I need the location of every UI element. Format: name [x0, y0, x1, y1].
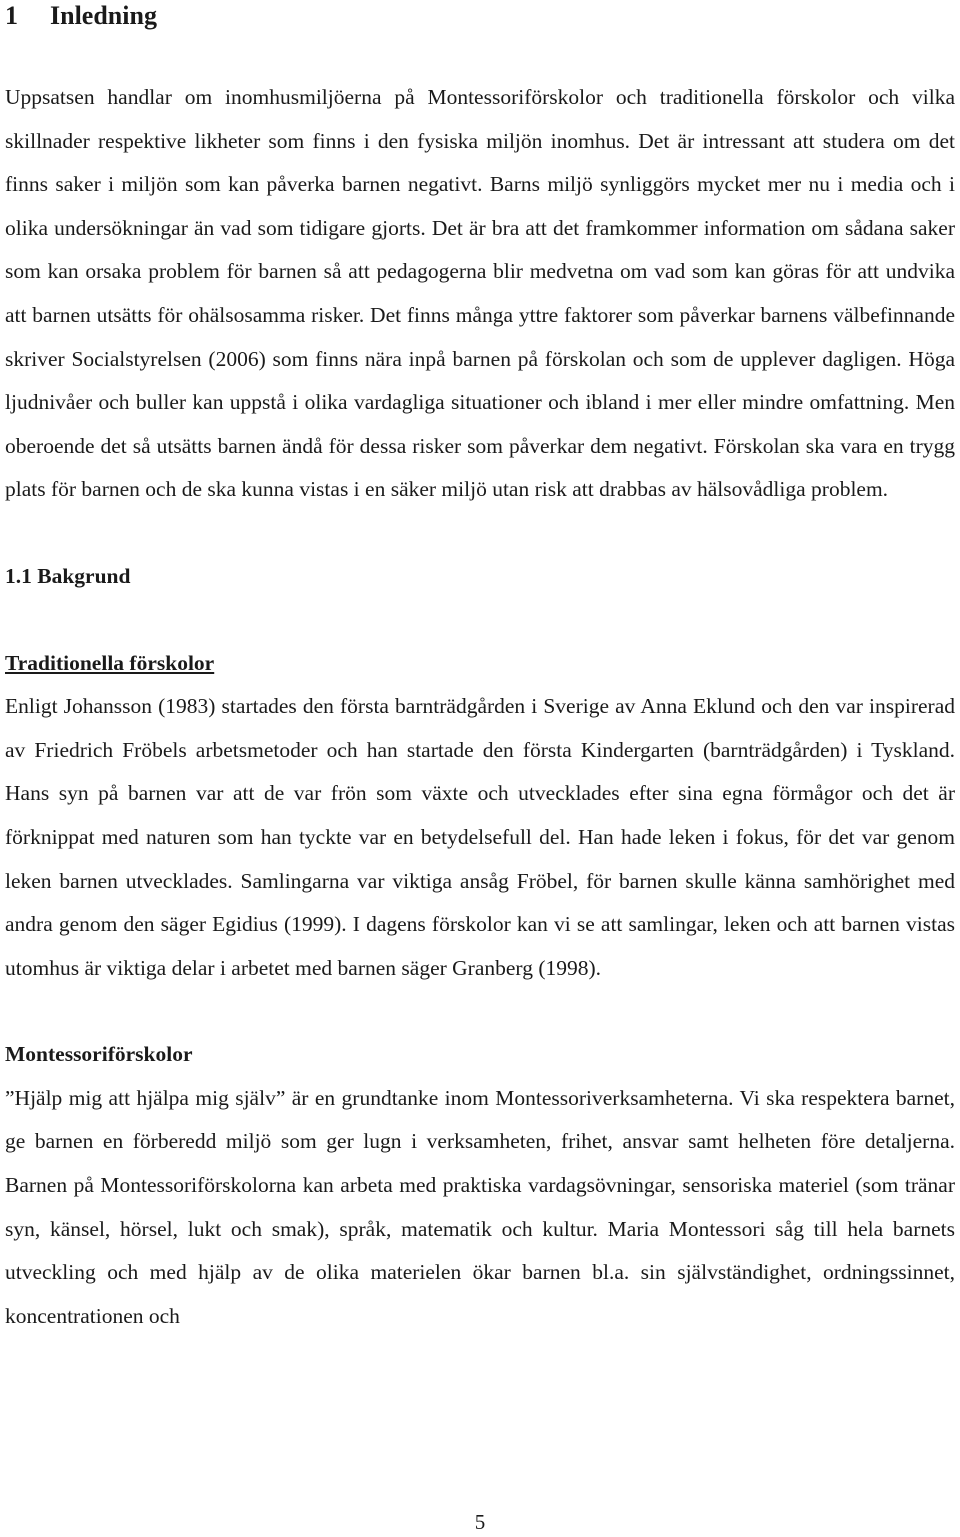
chapter-heading: [5, 0, 955, 41]
montessori-paragraph: ”Hjälp mig att hjälpa mig själv” är en grundtanke inom Montessoriverksamheterna. Vi ska respektera barnet, ge barnen en förberedd miljö som ger lugn i verksamheten, frihet, ansvar samt helheten före detaljerna. Barnen på Montessoriförskolorna kan arbeta med praktiska vardagsövningar, sensoriska materiel (som tränar syn, känsel, hörsel, lukt och smak), språk, matematik och kultur. Maria Montessori såg till hela barnets utveckling och med hjälp av de olika materielen ökar barnen bl.a. sin självständighet, ordningssinnet, koncentrationen och: [5, 1085, 955, 1328]
section-heading-bakgrund: 1.1 Bakgrund: [5, 563, 131, 588]
subsection-heading-montessori: Montessoriförskolor: [5, 1042, 193, 1067]
subsection-heading-traditionella: Traditionella förskolor: [5, 650, 215, 675]
document-page: [5, 0, 955, 1338]
chapter-number: 1: [5, 1, 18, 30]
traditional-paragraph: Enligt Johansson (1983) startades den första barnträdgården i Sverige av Anna Eklund och den var inspirerad av Friedrich Fröbels arbetsmetoder och han startade den första Kindergarten (barnträdgården) i Tyskland. Hans syn på barnen var att de var frön som växte och utvecklades efter sina egna förmågor och det är förknippat med naturen som han tyckte var en betydelsefull del. Han hade leken i fokus, för det var genom leken barnen utvecklades. Samlingarna var viktiga ansåg Fröbel, för barnen skulle känna samhörighet med andra genom den säger Egidius (1999). I dagens förskolor kan vi se att samlingar, leken och att barnen vistas utomhus är viktiga delar i arbetet med barnen säger Granberg (1998).: [5, 694, 955, 980]
page-number: 5: [474, 1510, 486, 1534]
intro-paragraph: Uppsatsen handlar om inomhusmiljöerna på Montessoriförskolor och traditionella förskolor och vilka skillnader respektive likheter som finns i den fysiska miljön inomhus. Det är intressant att studera om det finns saker i miljön som kan påverka barnen negativt. Barns miljö synliggörs mycket mer nu i media och i olika undersökningar än vad som tidigare gjorts. Det är bra att det framkommer information om sådana saker som kan orsaka problem för barnen så att pedagogerna blir medvetna om vad som kan göras för att undvika att barnen utsätts för ohälsosamma risker. Det finns många yttre faktorer som påverkar barnens välbefinnande skriver Socialstyrelsen (2006) som finns nära inpå barnen på förskolan och som de upplever dagligen. Höga ljudnivåer och buller kan uppstå i olika vardagliga situationer och ibland i mer eller mindre omfattning. Men oberoende det så utsätts barnen ändå för dessa risker som påverkar dem negativt. Förskolan ska vara en trygg plats för barnen och de ska kunna vistas i en säker miljö utan risk att drabbas av hälsovådliga problem.: [5, 85, 955, 502]
chapter-title: Inledning: [50, 1, 157, 30]
